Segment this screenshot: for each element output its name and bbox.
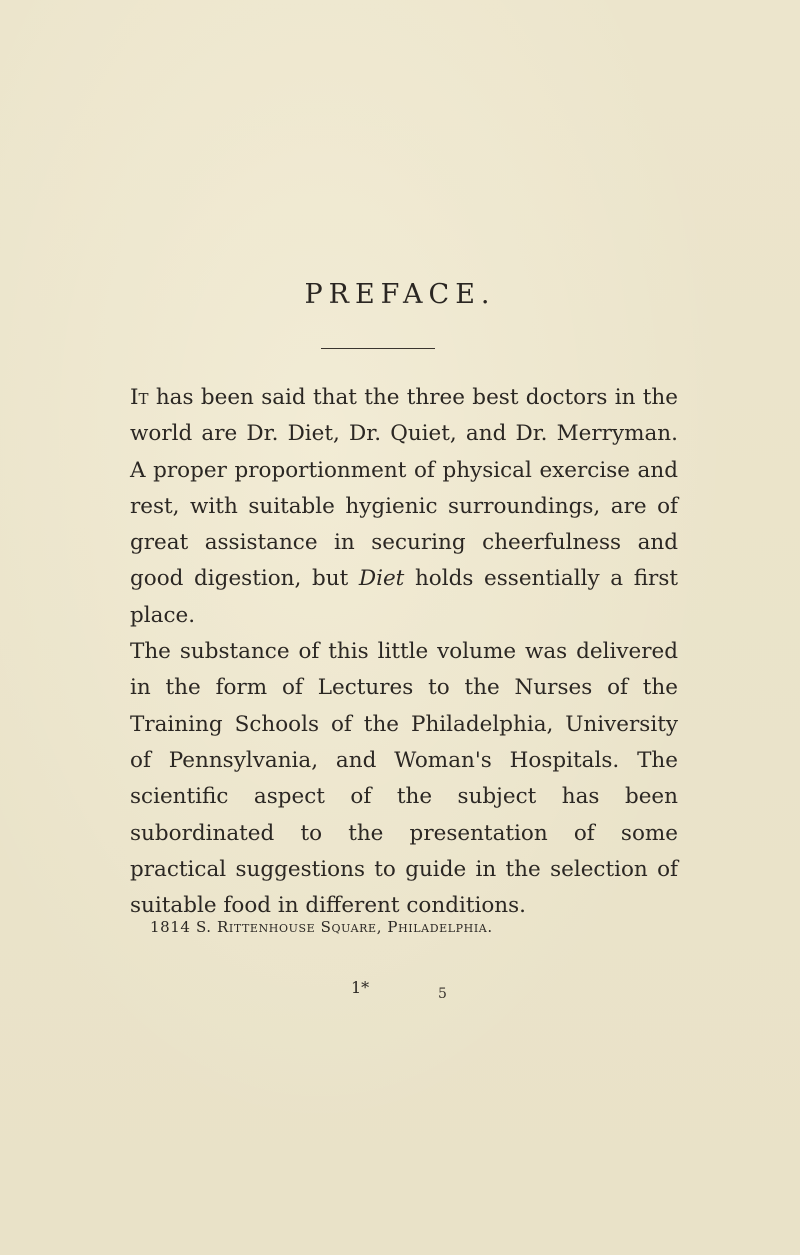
signature-mark: 1* [351, 978, 370, 997]
paragraph-1-text-a: has been said that the three best doctors in the world are Dr. Diet, Dr. Quiet, and Dr. Merryman. A proper proportionment of physical exercise and rest, with suitable hygienic surroundings, are of great assistance in securing cheerfulness and good digestion, but [130, 385, 678, 592]
paragraph-1-text-b: holds essentially a first place. [130, 566, 678, 628]
title-divider-rule [321, 348, 435, 349]
preface-body [130, 380, 678, 924]
paragraph-2: The substance of this little volume was delivered in the form of Lectures to the Nurses of the Training Schools of the Philadelphia, University of Pennsylvania, and Woman's Hospitals. The scientific aspect of the subject has been subordinated to the presentation of some practical suggestions to guide in the selection of suitable food in different conditions. [130, 639, 678, 919]
page-title: PREFACE. [304, 279, 496, 310]
paragraph-1-italic: Diet [358, 566, 405, 592]
paragraph-1 [130, 380, 678, 634]
page-number: 5 [438, 986, 447, 1002]
address-line: 1814 S. Rittenhouse Square, Philadelphia. [150, 918, 493, 936]
paragraph-1-lead: It [130, 385, 149, 410]
